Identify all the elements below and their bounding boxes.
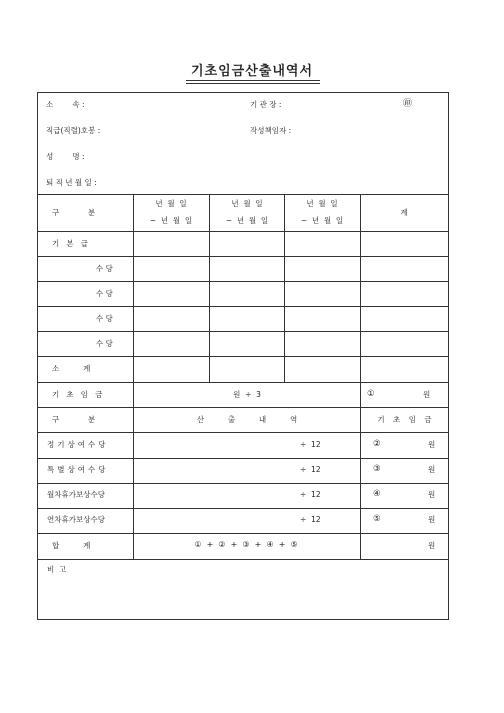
period1-from: 년 월 일 — [155, 199, 187, 208]
table-rule — [37, 559, 449, 560]
seal-mark: ㊞ — [403, 99, 413, 109]
table-rule — [360, 407, 361, 559]
table-rule — [360, 194, 361, 382]
table-rule — [37, 356, 449, 357]
row-monthly-leave: 월차휴가보상수당 — [47, 490, 105, 499]
annual-leave-unit: 원 — [428, 515, 436, 524]
title-underline-2 — [186, 83, 320, 84]
period3-to: ~ 년 월 일 — [300, 216, 344, 225]
base-wage-unit: 원 — [423, 390, 431, 399]
total-unit: 원 — [428, 541, 436, 550]
table-rule — [133, 194, 134, 407]
table-rule — [37, 508, 449, 509]
table-rule — [37, 331, 449, 332]
base-wage-formula: 원 ÷ 3 — [233, 390, 261, 399]
monthly-leave-mark: ④ — [373, 489, 381, 499]
special-bonus-divisor: ÷ 12 — [300, 465, 321, 474]
period3-from: 년 월 일 — [306, 199, 338, 208]
row-subtotal: 소 계 — [52, 364, 91, 373]
regular-bonus-unit: 원 — [428, 440, 436, 449]
base-wage-label: 기 초 임 금 — [52, 390, 103, 399]
table-rule — [37, 432, 449, 433]
table-rule — [37, 382, 449, 383]
total-formula: ① + ② + ③ + ④ + ⑤ — [194, 540, 298, 549]
agency-head-label: 기 관 장 : — [250, 100, 282, 109]
regular-bonus-divisor: ÷ 12 — [300, 440, 321, 449]
table2-base-header: 기 초 임 금 — [377, 415, 435, 424]
row-allowance-3: 수 당 — [96, 314, 113, 323]
row-allowance-2: 수 당 — [96, 289, 113, 298]
row-total: 합 계 — [52, 541, 91, 550]
row-allowance-1: 수 당 — [96, 264, 113, 273]
gubun-header: 구 분 — [52, 208, 96, 217]
preparer-label: 작성책임자 : — [250, 126, 292, 135]
base-wage-mark: ① — [367, 389, 375, 399]
table-rule — [37, 407, 449, 408]
special-bonus-unit: 원 — [428, 465, 436, 474]
regular-bonus-mark: ② — [373, 439, 381, 449]
total-header: 계 — [400, 208, 408, 217]
table-rule — [37, 194, 449, 195]
remarks-label: 비 고 — [47, 565, 67, 574]
monthly-leave-divisor: ÷ 12 — [300, 490, 321, 499]
title-underline — [186, 80, 320, 81]
table-rule — [37, 458, 449, 459]
table-rule — [209, 194, 210, 382]
table-rule — [360, 382, 361, 407]
affiliation-label: 소 속 : — [46, 100, 85, 109]
row-regular-bonus: 정기상여수당 — [47, 440, 109, 449]
row-annual-leave: 연차휴가보상수당 — [47, 515, 105, 524]
table-rule — [37, 533, 449, 534]
annual-leave-divisor: ÷ 12 — [300, 515, 321, 524]
monthly-leave-unit: 원 — [428, 490, 436, 499]
row-base-pay: 기 본 급 — [52, 239, 89, 248]
row-special-bonus: 특별상여수당 — [47, 465, 109, 474]
table-rule — [37, 231, 449, 232]
annual-leave-mark: ⑤ — [373, 514, 381, 524]
name-label: 성 명 : — [46, 152, 85, 161]
table-rule — [284, 194, 285, 382]
rank-label: 직급(직렬)호봉 : — [46, 126, 101, 135]
special-bonus-mark: ③ — [373, 464, 381, 474]
table-rule — [37, 281, 449, 282]
table-rule — [37, 306, 449, 307]
period1-to: ~ 년 월 일 — [149, 216, 193, 225]
table-rule — [133, 407, 134, 559]
table-rule — [37, 483, 449, 484]
period2-to: ~ 년 월 일 — [225, 216, 269, 225]
period2-from: 년 월 일 — [231, 199, 263, 208]
retire-date-label: 퇴 직 년 월 일 : — [46, 178, 97, 187]
page-title: 기초임금산출내역서 — [190, 64, 314, 79]
row-allowance-4: 수 당 — [96, 339, 113, 348]
table2-gubun-header: 구 분 — [52, 415, 96, 424]
table-rule — [37, 256, 449, 257]
table2-calc-header: 산 출 내 역 — [196, 415, 298, 424]
